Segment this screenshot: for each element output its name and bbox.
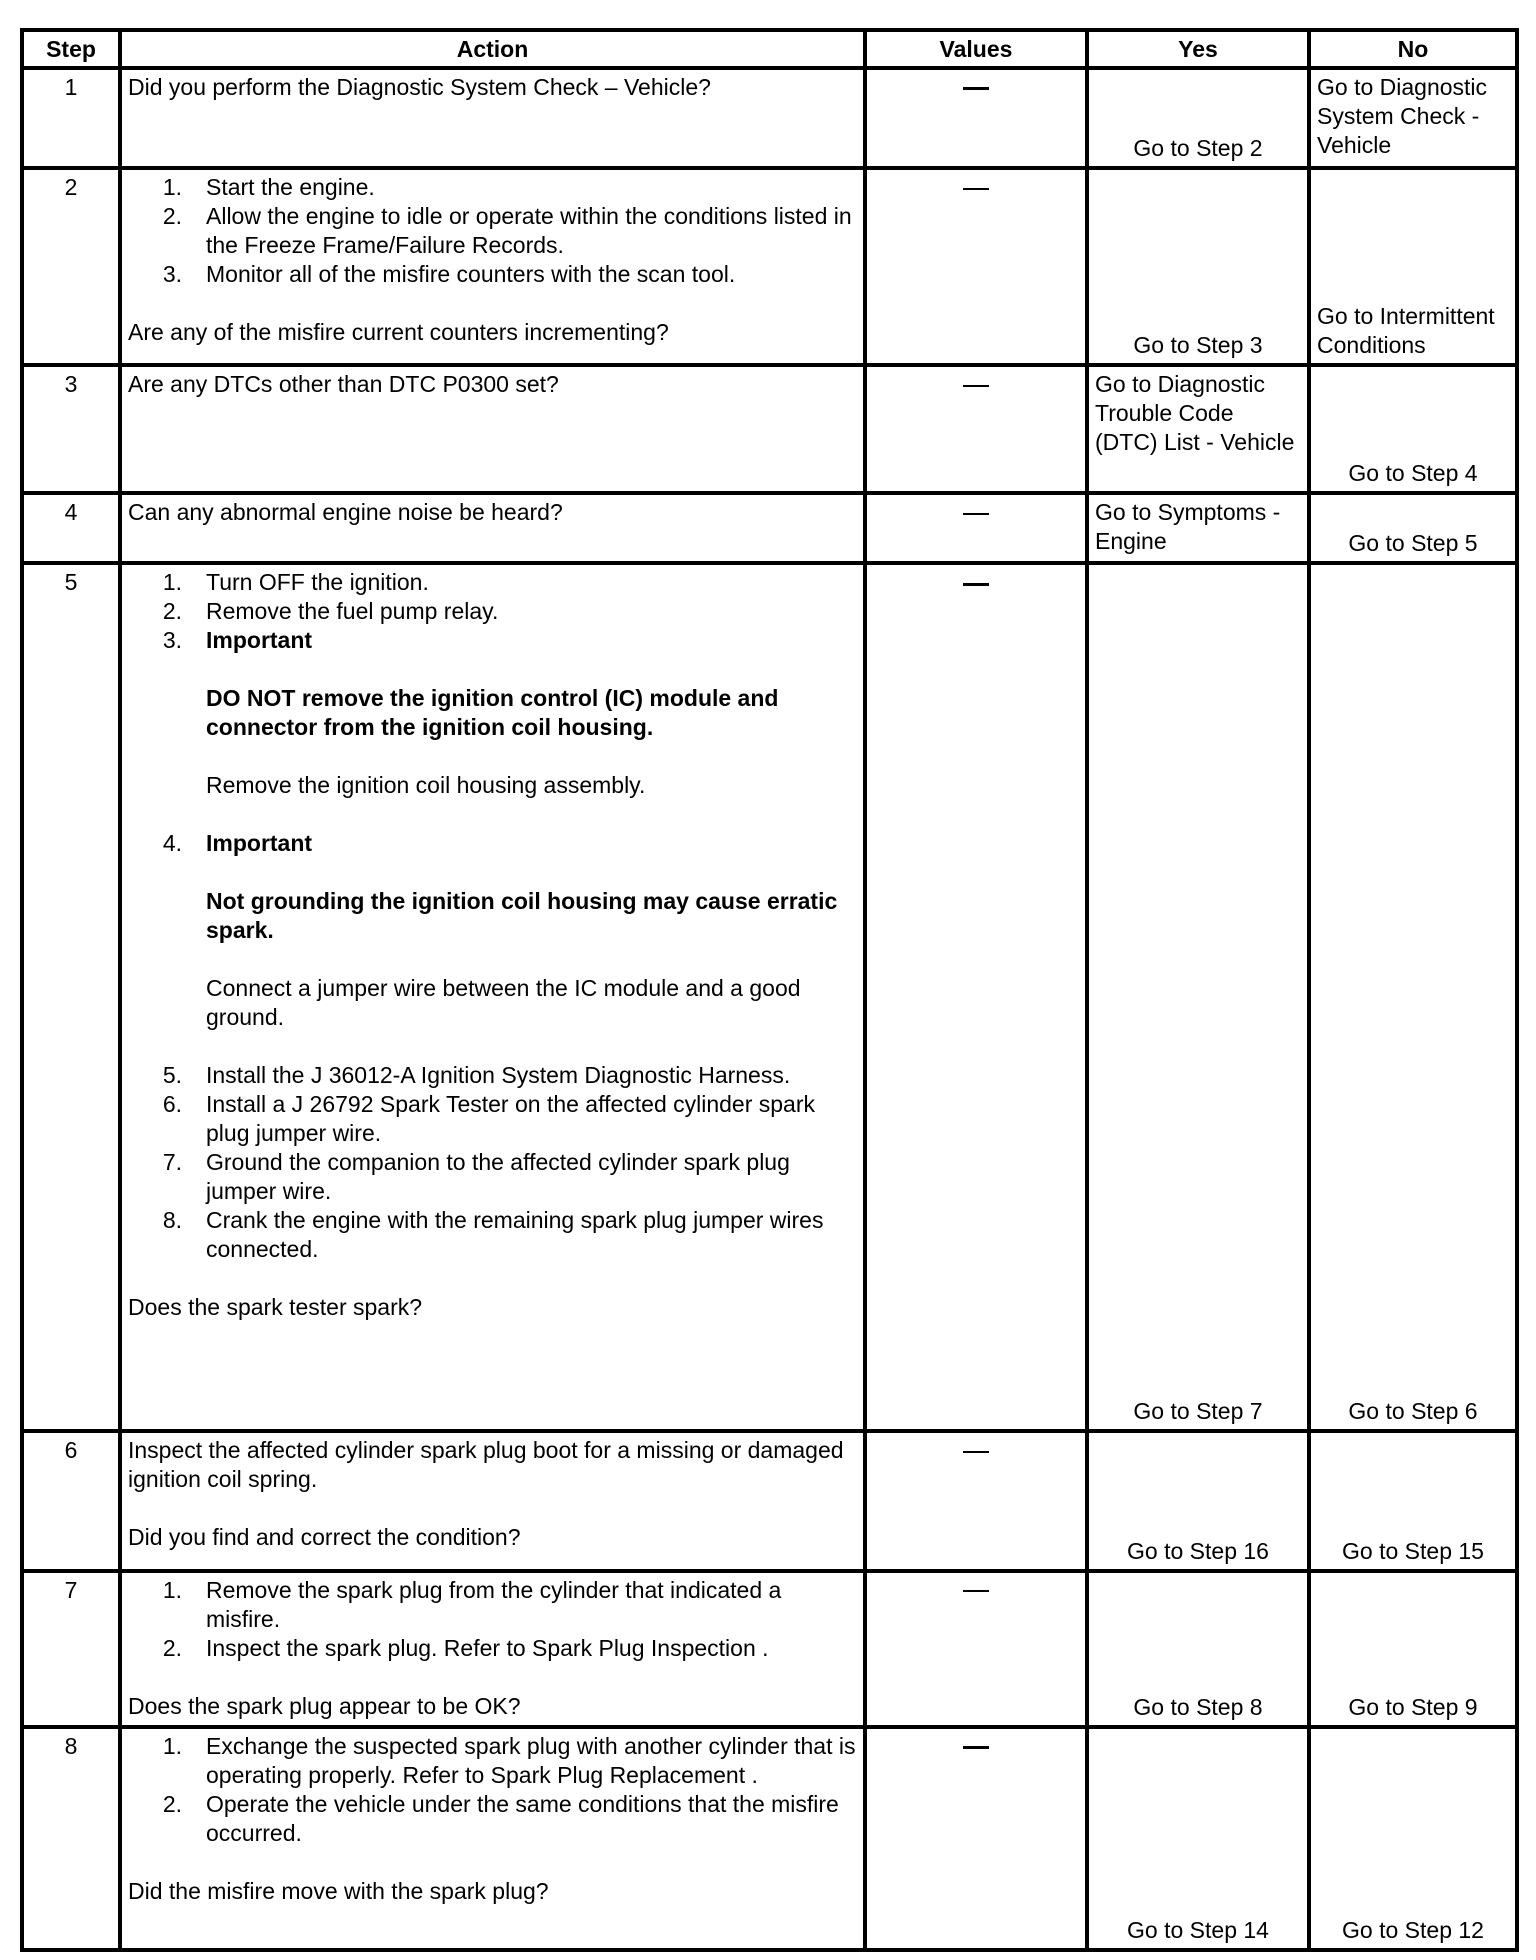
action-question: Does the spark tester spark? <box>128 1294 423 1321</box>
yes-cell <box>1087 68 1309 168</box>
action-cell <box>120 68 865 168</box>
action-step-text: Monitor all of the misfire counters with the scan tool. <box>206 260 736 287</box>
step-number: 7 <box>22 1571 120 1727</box>
action-steps <box>128 1732 857 1848</box>
step-number: 5 <box>22 563 120 1431</box>
yes-cell <box>1087 1571 1309 1727</box>
action-step-number: 1. <box>162 1576 182 1603</box>
action-step-number: 1. <box>162 173 182 200</box>
no-cell <box>1309 1727 1517 1950</box>
action-step-text: Remove the spark plug from the cylinder that indicated a misfire. <box>206 1576 782 1632</box>
table-row <box>22 493 1517 563</box>
table-row <box>22 563 1517 1431</box>
action-step <box>128 1061 857 1090</box>
action-question: Did you find and correct the condition? <box>128 1523 521 1550</box>
no-action: Go to Step 4 <box>1348 459 1478 486</box>
step-number: 4 <box>22 493 120 563</box>
diagnostic-table <box>20 28 1519 1952</box>
values-dash <box>963 513 989 515</box>
yes-action: Go to Step 3 <box>1133 331 1263 358</box>
action-step-text: Operate the vehicle under the same conditions that the misfire occurred. <box>206 1790 839 1846</box>
values-dash <box>963 87 989 90</box>
yes-cell <box>1087 563 1309 1431</box>
yes-action: Go to Step 2 <box>1133 134 1263 161</box>
action-cell <box>120 1431 865 1571</box>
no-action: Go to Intermittent Conditions <box>1317 302 1495 358</box>
action-step-text: Turn OFF the ignition. <box>206 569 429 596</box>
action-step <box>128 568 857 597</box>
action-step <box>128 173 857 202</box>
values-cell <box>865 68 1087 168</box>
action-step <box>128 260 857 289</box>
action-step <box>128 1576 857 1634</box>
action-steps <box>128 173 857 289</box>
action-step <box>128 597 857 626</box>
no-cell <box>1309 493 1517 563</box>
action-question: Did the misfire move with the spark plug? <box>128 1877 549 1904</box>
no-cell <box>1309 563 1517 1431</box>
action-step <box>128 1206 857 1264</box>
no-cell <box>1309 168 1517 365</box>
values-cell <box>865 1431 1087 1571</box>
action-step-number: 6. <box>162 1091 182 1118</box>
values-dash <box>963 1746 989 1749</box>
action-step <box>128 1090 857 1148</box>
action-step-number: 2. <box>162 202 182 229</box>
header-no: No <box>1309 30 1517 68</box>
action-step-number: 4. <box>162 830 182 857</box>
action-step-number: 2. <box>162 598 182 625</box>
yes-action: Go to Step 16 <box>1127 1537 1269 1564</box>
action-step <box>128 1634 857 1663</box>
values-cell <box>865 563 1087 1431</box>
action-cell <box>120 563 865 1431</box>
action-step <box>128 1790 857 1848</box>
no-action: Go to Step 5 <box>1348 530 1478 557</box>
action-step-text: Install the J 36012-A Ignition System Diagnostic Harness. <box>206 1062 791 1089</box>
action-step-number: 1. <box>162 569 182 596</box>
step-number: 6 <box>22 1431 120 1571</box>
action-step-text: Exchange the suspected spark plug with another cylinder that is operating properly. Refer to Spark Plug Replacement . <box>206 1732 856 1788</box>
yes-cell <box>1087 168 1309 365</box>
action-intro: Inspect the affected cylinder spark plug boot for a missing or damaged ignition coil spring. <box>128 1436 844 1492</box>
action-step <box>128 626 857 829</box>
values-dash <box>963 1451 989 1453</box>
step-number: 8 <box>22 1727 120 1950</box>
action-steps <box>128 1576 857 1663</box>
action-steps <box>128 568 857 1264</box>
action-step-text: Remove the ignition coil housing assembly. <box>206 772 646 799</box>
no-action: Go to Step 15 <box>1342 1537 1484 1564</box>
no-cell <box>1309 365 1517 493</box>
action-step-number: 1. <box>162 1732 182 1759</box>
important-label: Important <box>206 830 313 857</box>
action-cell <box>120 493 865 563</box>
no-action: Go to Step 6 <box>1348 1397 1478 1424</box>
no-action: Go to Step 12 <box>1342 1917 1484 1943</box>
action-question: Are any of the misfire current counters incrementing? <box>128 318 669 345</box>
header-step: Step <box>22 30 120 68</box>
action-step-number: 2. <box>162 1634 182 1661</box>
action-question: Does the spark plug appear to be OK? <box>128 1692 521 1719</box>
no-action: Go to Diagnostic System Check - Vehicle <box>1317 74 1488 158</box>
no-cell <box>1309 1571 1517 1727</box>
yes-action: Go to Diagnostic Trouble Code (DTC) List - Vehicle <box>1095 370 1295 455</box>
values-cell <box>865 493 1087 563</box>
values-cell <box>865 1571 1087 1727</box>
action-step-number: 3. <box>162 260 182 287</box>
action-step-text: Install a J 26792 Spark Tester on the affected cylinder spark plug jumper wire. <box>206 1091 816 1147</box>
no-cell <box>1309 68 1517 168</box>
action-cell <box>120 168 865 365</box>
action-step <box>128 202 857 260</box>
action-step-text: Start the engine. <box>206 173 375 200</box>
table-row <box>22 1727 1517 1950</box>
yes-action: Go to Step 14 <box>1127 1917 1269 1943</box>
action-step <box>128 829 857 1061</box>
values-dash <box>963 583 989 586</box>
header-values: Values <box>865 30 1087 68</box>
action-cell <box>120 365 865 493</box>
action-step-text: Connect a jumper wire between the IC module and a good ground. <box>206 975 801 1031</box>
step-number: 2 <box>22 168 120 365</box>
action-step <box>128 1148 857 1206</box>
values-dash <box>963 188 989 190</box>
action-step-text: Inspect the spark plug. Refer to Spark Plug Inspection . <box>206 1634 769 1661</box>
table-row <box>22 1571 1517 1727</box>
no-action: Go to Step 9 <box>1348 1693 1478 1720</box>
values-cell <box>865 365 1087 493</box>
action-step <box>128 1732 857 1790</box>
action-step-text: Crank the engine with the remaining spark plug jumper wires connected. <box>206 1207 824 1263</box>
values-dash <box>963 385 989 387</box>
no-cell <box>1309 1431 1517 1571</box>
action-cell <box>120 1727 865 1950</box>
table-row <box>22 68 1517 168</box>
values-dash <box>963 1590 989 1592</box>
step-number: 1 <box>22 68 120 168</box>
action-question: Did you perform the Diagnostic System Check – Vehicle? <box>128 74 711 100</box>
important-label: Important <box>206 627 313 654</box>
yes-action: Go to Step 7 <box>1133 1397 1263 1424</box>
yes-action: Go to Symptoms - Engine <box>1095 498 1281 554</box>
important-warning: Not grounding the ignition coil housing may cause erratic spark. <box>206 888 838 944</box>
table-header-row <box>22 30 1517 68</box>
action-step-number: 7. <box>162 1149 182 1176</box>
yes-cell <box>1087 365 1309 493</box>
header-action: Action <box>120 30 865 68</box>
table-row <box>22 1431 1517 1571</box>
action-cell <box>120 1571 865 1727</box>
action-step-text: Allow the engine to idle or operate within the conditions listed in the Freeze Frame/Failure Records. <box>206 202 852 258</box>
values-cell <box>865 1727 1087 1950</box>
table-row <box>22 365 1517 493</box>
yes-cell <box>1087 1431 1309 1571</box>
yes-cell <box>1087 1727 1309 1950</box>
important-warning: DO NOT remove the ignition control (IC) module and connector from the ignition coil housing. <box>206 685 779 741</box>
step-number: 3 <box>22 365 120 493</box>
yes-cell <box>1087 493 1309 563</box>
action-question: Are any DTCs other than DTC P0300 set? <box>128 370 559 397</box>
table-row <box>22 168 1517 365</box>
action-step-number: 8. <box>162 1207 182 1234</box>
action-step-number: 5. <box>162 1062 182 1089</box>
values-cell <box>865 168 1087 365</box>
action-step-text: Remove the fuel pump relay. <box>206 598 499 625</box>
action-step-text: Ground the companion to the affected cylinder spark plug jumper wire. <box>206 1149 790 1205</box>
action-question: Can any abnormal engine noise be heard? <box>128 498 563 525</box>
header-yes: Yes <box>1087 30 1309 68</box>
action-step-number: 2. <box>162 1790 182 1817</box>
yes-action: Go to Step 8 <box>1133 1693 1263 1720</box>
action-step-number: 3. <box>162 627 182 654</box>
